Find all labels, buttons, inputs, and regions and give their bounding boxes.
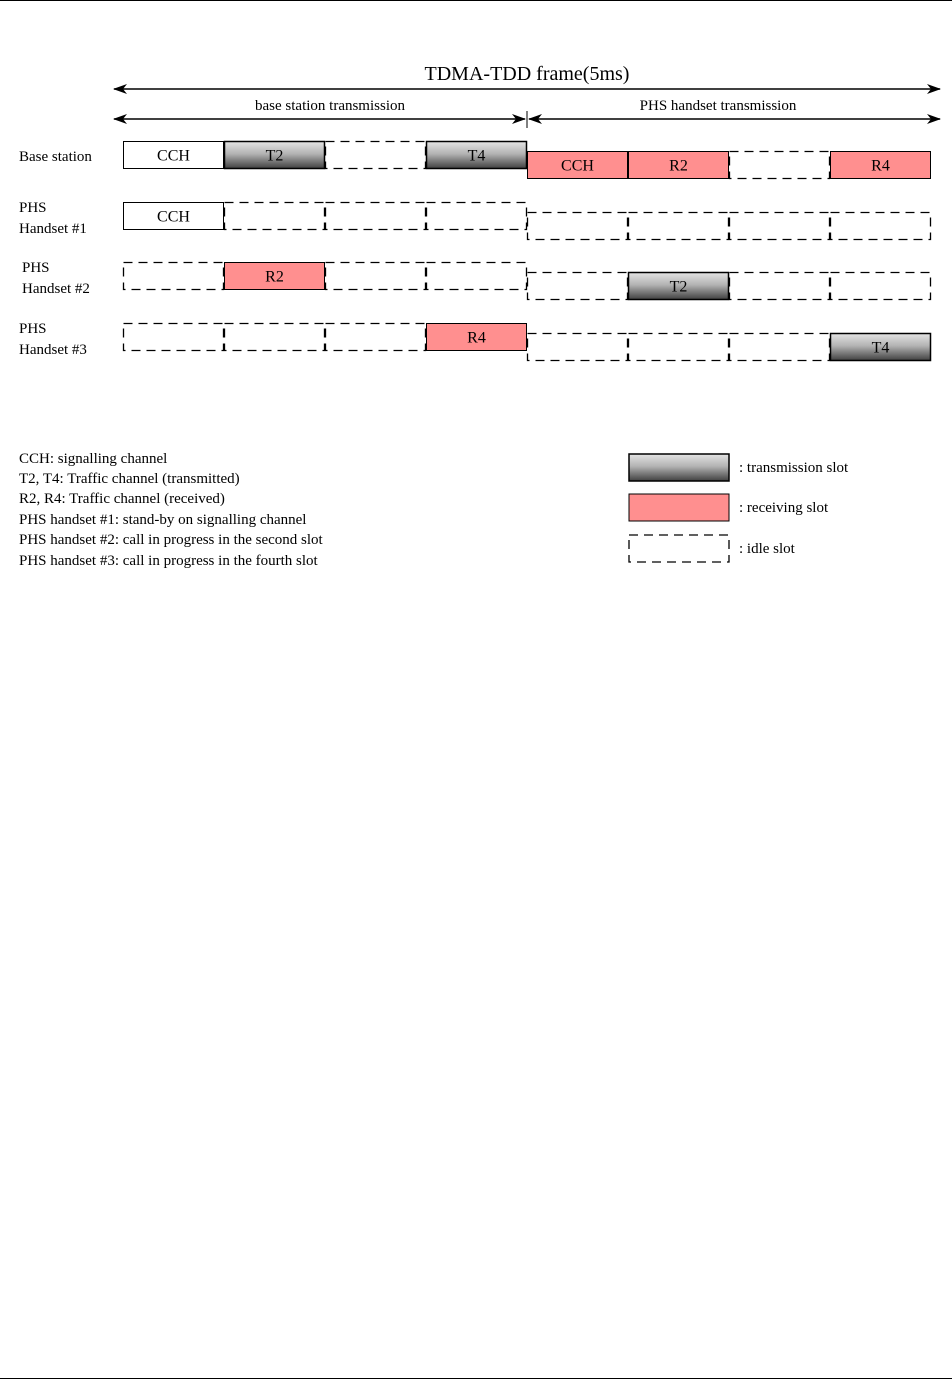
key-transmit-swatch: [629, 454, 729, 481]
row-label-base-station: [19, 149, 92, 165]
row-label-line: PHS: [22, 260, 50, 276]
row-label-handset-1: [19, 200, 87, 237]
idle-slot: [528, 334, 628, 361]
key-idle-label: : idle slot: [739, 541, 795, 557]
idle-slot: [326, 263, 426, 290]
slot-label: R2: [265, 268, 284, 286]
key-idle-swatch: [629, 535, 729, 562]
slot-label: R2: [669, 157, 688, 175]
idle-slot: [427, 263, 527, 290]
slot-label: CCH: [157, 208, 190, 226]
idle-slot: [225, 324, 325, 351]
key-transmit-label: : transmission slot: [739, 460, 849, 476]
key-receive-label: : receiving slot: [739, 500, 829, 516]
bottom-rule: [0, 1378, 952, 1379]
idle-slot: [326, 203, 426, 230]
legend-line: CCH: signalling channel: [19, 451, 168, 467]
legend-line: PHS handset #3: call in progress in the fourth slot: [19, 553, 318, 569]
row-label-line: PHS: [19, 321, 47, 337]
idle-slot: [427, 203, 527, 230]
row-label-line: Handset #2: [22, 281, 90, 297]
idle-slot: [730, 273, 830, 300]
idle-slot: [629, 334, 729, 361]
legend-line: PHS handset #2: call in progress in the second slot: [19, 532, 323, 548]
slot-label: R4: [467, 329, 486, 347]
idle-slot: [124, 324, 224, 351]
slot-label: T2: [265, 147, 284, 165]
base-tx-label: base station transmission: [255, 98, 405, 114]
key-swatches: [620, 445, 740, 570]
idle-slot: [831, 213, 931, 240]
legend-line: T2, T4: Traffic channel (transmitted): [19, 471, 240, 487]
slot-label: T4: [871, 339, 890, 357]
idle-slot: [225, 203, 325, 230]
idle-slot: [124, 263, 224, 290]
idle-slot: [326, 142, 426, 169]
row-label-line: PHS: [19, 200, 47, 216]
handset-tx-label: PHS handset transmission: [639, 98, 797, 114]
key-receive-swatch: [629, 494, 729, 521]
idle-slot: [528, 273, 628, 300]
slot-label: CCH: [157, 147, 190, 165]
idle-slot: [629, 213, 729, 240]
idle-slot: [528, 213, 628, 240]
legend-line: R2, R4: Traffic channel (received): [19, 491, 225, 507]
slot-label: T2: [669, 278, 688, 296]
idle-slot: [730, 152, 830, 179]
row-label-handset-3: [19, 321, 87, 358]
slot-label: R4: [871, 157, 890, 175]
row-label-line: Handset #3: [19, 342, 87, 358]
slot-label: CCH: [561, 157, 594, 175]
idle-slot: [326, 324, 426, 351]
idle-slot: [730, 334, 830, 361]
slot-grid: [124, 142, 931, 361]
row-label-line: Handset #1: [19, 221, 87, 237]
legend-line: PHS handset #1: stand-by on signalling channel: [19, 512, 307, 528]
row-label-line: Base station: [19, 149, 92, 165]
diagram-title: TDMA-TDD frame(5ms): [424, 63, 630, 85]
idle-slot: [730, 213, 830, 240]
row-label-handset-2: [22, 260, 90, 297]
slot-label: T4: [467, 147, 486, 165]
idle-slot: [831, 273, 931, 300]
